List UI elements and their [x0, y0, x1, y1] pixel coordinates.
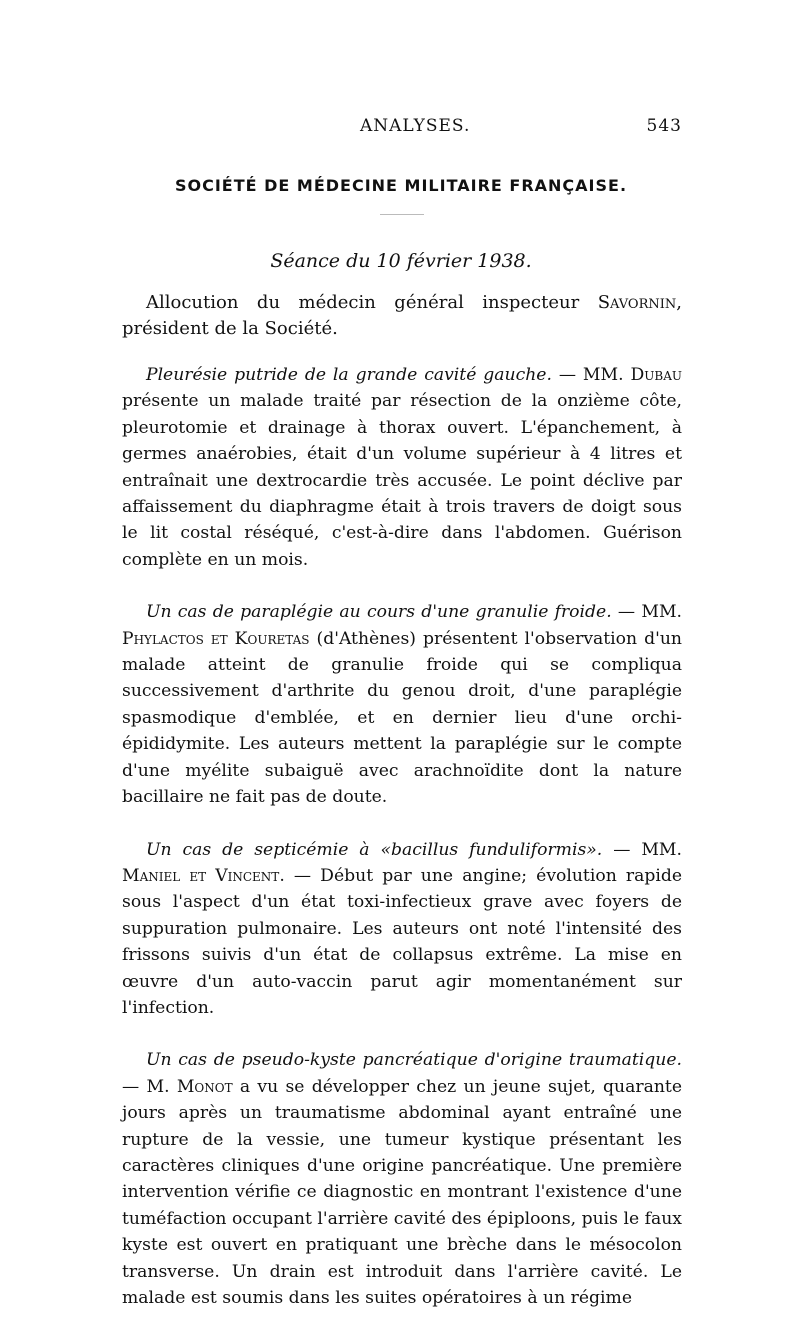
- analysis-text: (d'Athènes) présentent l'observation d'un malade atteint de granulie froide qui se compliqua successivement d'arthrite du genou droit, d'une paraplégie spasmodique d'emblée, et en dernier lieu d'une orchi-épididymite. Les auteurs mettent la paraplégie sur le compte d'une myélite subaiguë avec arachnoïdite dont la nature bacillaire ne fait pas de doute.: [122, 628, 682, 808]
- analysis-authors: Maniel et Vincent: [122, 865, 280, 886]
- running-title: ANALYSES.: [360, 116, 471, 136]
- analysis-title: Un cas de septicémie à «bacillus funduliformis».: [146, 839, 603, 860]
- allocution-name: Savornin: [597, 292, 677, 313]
- analysis-title: Un cas de pseudo-kyste pancréatique d'origine traumatique.: [146, 1050, 682, 1071]
- society-title: SOCIÉTÉ DE MÉDECINE MILITAIRE FRANÇAISE.: [174, 176, 628, 195]
- analysis-text: a vu se développer chez un jeune sujet, quarante jours après un traumatisme abdominal ayant entraîné une rupture de la vessie, une tumeur kystique présentant les caractères cliniques d'une origine pancréatique. Une première intervention vérifie ce diagnostic en montrant l'existence d'une tuméfaction occupant l'arrière cavité des épiploons, puis le faux kyste est ouvert en pratiquant une brèche dans le mésocolon transverse. Un drain est introduit dans l'arrière cavité. Le malade est soumis dans les suites opératoires à un régime: [122, 1076, 682, 1308]
- page-number: 543: [646, 116, 682, 136]
- allocution-text: Allocution du médecin général inspecteur: [146, 292, 598, 313]
- running-head: [120, 116, 682, 140]
- analysis-dash: — MM.: [551, 365, 631, 385]
- separator-rule: [380, 214, 424, 215]
- analysis-title: Un cas de paraplégie au cours d'une granulie froide.: [146, 602, 612, 623]
- analysis-dash: — M.: [122, 1076, 177, 1097]
- analysis-authors: Dubau: [630, 365, 682, 385]
- analysis-paragraph: [122, 362, 682, 573]
- analysis-paragraph: [122, 837, 682, 1022]
- session-date: Séance du 10 février 1938.: [270, 250, 532, 272]
- analysis-authors: Phylactos et Kouretas: [122, 628, 310, 649]
- allocution-paragraph: [122, 290, 682, 342]
- analysis-text: . — Début par une angine; évolution rapide sous l'aspect d'un état toxi-infectieux grave avec foyers de suppuration pulmonaire. Les auteurs ont noté l'intensité des frissons suivis d'un état de collapsus extrême. La mise en œuvre d'un auto-vaccin parut agir momentanément sur l'infection.: [122, 865, 682, 1018]
- analysis-paragraph: [122, 599, 682, 810]
- allocution-text-end: , président de la Société.: [122, 292, 682, 339]
- analysis-title: Pleurésie putride de la grande cavité gauche.: [146, 365, 552, 385]
- article-body: [122, 290, 682, 1337]
- analysis-authors: Monot: [176, 1076, 233, 1097]
- analysis-dash: — MM.: [611, 602, 683, 623]
- analysis-text: présente un malade traité par résection de la onzième côte, pleurotomie et drainage à thorax ouvert. L'épanchement, à germes anaérobies, était d'un volume supérieur à 4 litres et entraînait une dextrocardie très accusée. Le point déclive par affaissement du diaphragme était à trois travers de doigt sous le lit costal réséqué, c'est-à-dire dans l'abdomen. Guérison complète en un mois.: [122, 391, 682, 570]
- analysis-dash: — MM.: [602, 839, 682, 860]
- analysis-paragraph: [122, 1047, 682, 1311]
